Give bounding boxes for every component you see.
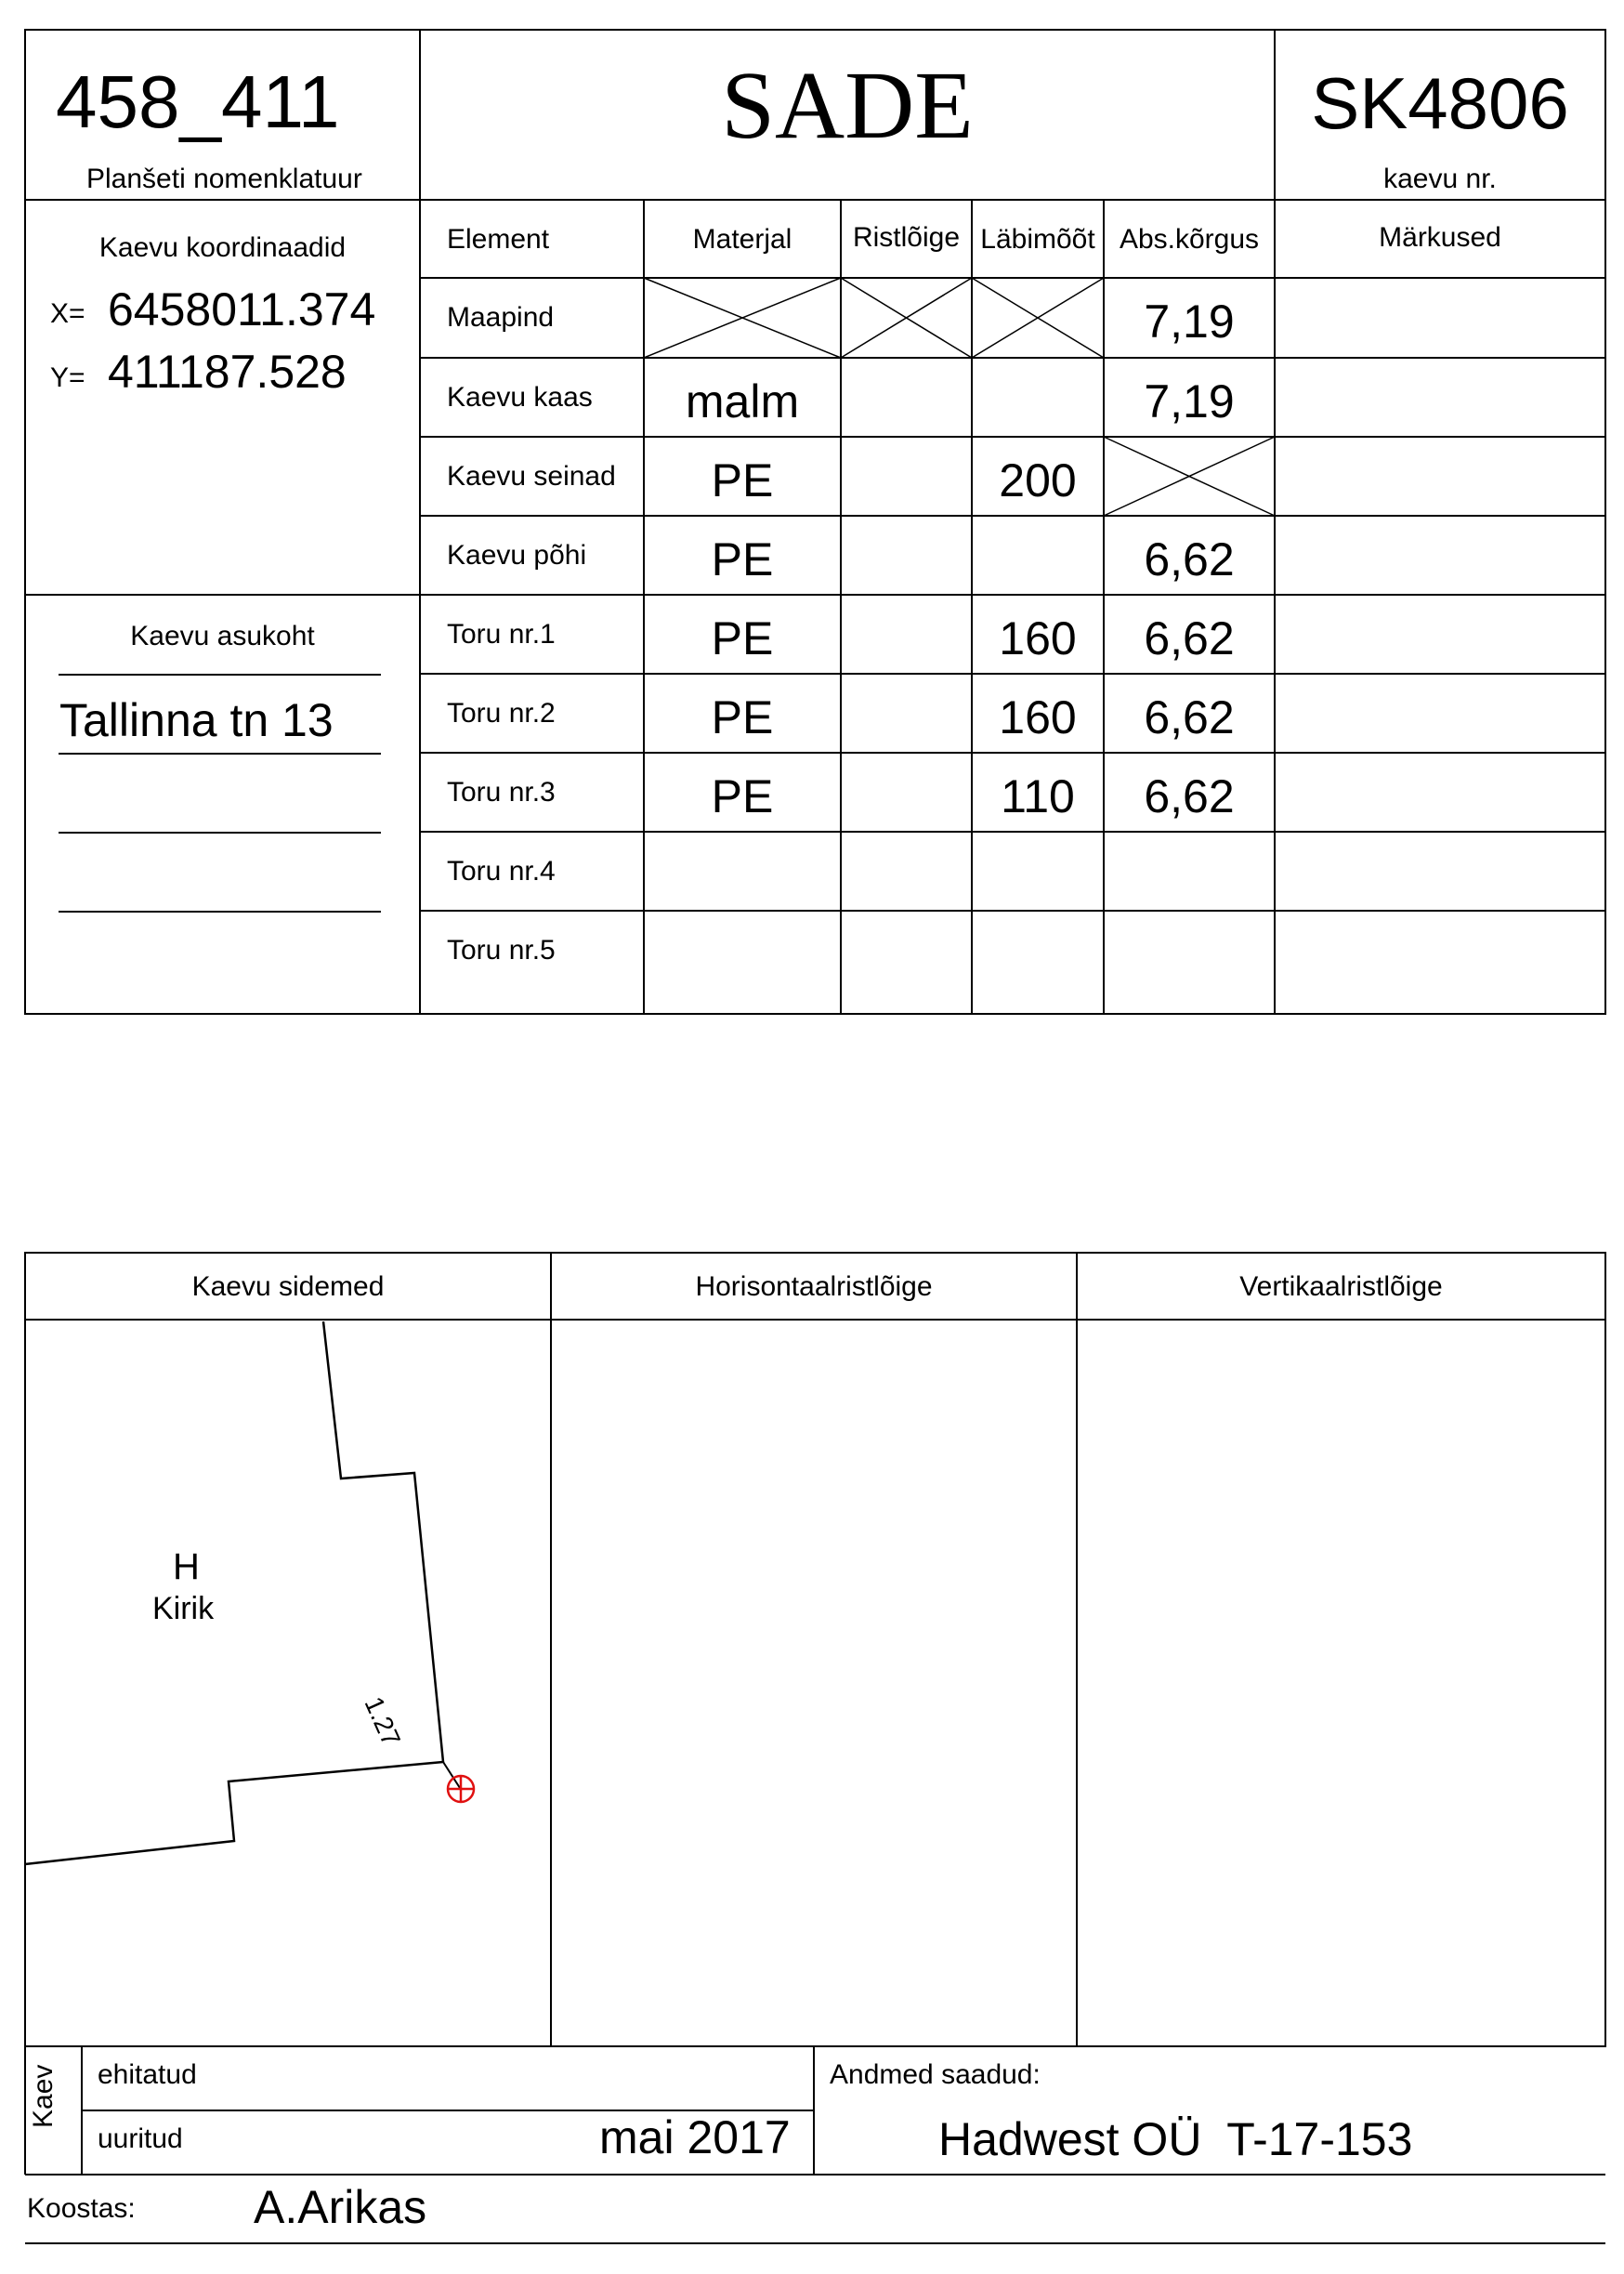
cell-diameter: 200 (999, 454, 1077, 506)
distance-tie-line (443, 1762, 460, 1788)
cell-material: malm (685, 375, 800, 427)
sketch-col-vertical: Vertikaalristlõige (1239, 1271, 1443, 1302)
sheet-nomenclature-label: Planšeti nomenklatuur (86, 164, 362, 194)
footer-side-label: Kaev (28, 2064, 59, 2128)
y-label: Y= (50, 362, 85, 393)
data-source-label: Andmed saadud: (830, 2059, 1041, 2090)
header-element: Element (447, 224, 550, 255)
cell-diameter: 160 (999, 691, 1077, 743)
data-source: Hadwest OÜ T-17-153 (938, 2113, 1413, 2165)
building-letter: H (173, 1546, 200, 1587)
well-number-label: kaevu nr. (1383, 164, 1497, 194)
built-label: ehitatud (98, 2059, 197, 2090)
well-symbol-icon (448, 1776, 474, 1802)
location-label: Kaevu asukoht (130, 621, 315, 651)
building-name: Kirik (152, 1591, 215, 1626)
cell-element: Maapind (447, 302, 555, 333)
sheet-nomenclature: 458_411 (56, 60, 340, 143)
well-number: SK4806 (1311, 62, 1569, 144)
author: A.Arikas (254, 2181, 427, 2233)
y-coordinate: 411187.528 (108, 346, 347, 398)
cell-height: 6,62 (1144, 770, 1235, 822)
cell-height: 6,62 (1144, 691, 1235, 743)
author-label: Koostas: (27, 2193, 136, 2224)
header-notes: Märkused (1379, 222, 1501, 253)
cell-height: 6,62 (1144, 612, 1235, 664)
cell-diameter: 160 (999, 612, 1077, 664)
cell-material: PE (711, 454, 774, 506)
header-material: Materjal (692, 224, 792, 255)
cell-element: Toru nr.5 (447, 935, 556, 966)
distance-label: 1.27 (359, 1692, 406, 1751)
form-title: SADE (721, 52, 974, 159)
x-label: X= (50, 298, 85, 329)
header-section: Ristlõige (852, 222, 961, 253)
cell-element: Toru nr.4 (447, 856, 556, 887)
cell-material: PE (711, 612, 774, 664)
cell-element: Toru nr.2 (447, 698, 556, 729)
coordinates-label: Kaevu koordinaadid (98, 232, 347, 263)
cell-height: 7,19 (1144, 296, 1235, 348)
sketch-col-horizontal: Horisontaalristlõige (695, 1271, 933, 1302)
sketch-col-links: Kaevu sidemed (191, 1271, 385, 1302)
header-height: Abs.kõrgus (1119, 224, 1260, 255)
surveyed-label: uuritud (98, 2123, 183, 2154)
cell-element: Toru nr.1 (447, 619, 556, 650)
cell-element: Toru nr.3 (447, 777, 556, 808)
cell-element: Kaevu seinad (447, 461, 616, 492)
building-outline (25, 1321, 443, 1864)
cell-material: PE (711, 533, 774, 585)
cell-height: 7,19 (1144, 375, 1235, 427)
cell-height: 6,62 (1144, 533, 1235, 585)
cell-material: PE (711, 770, 774, 822)
sketch-block-frame (25, 1253, 1605, 2046)
cell-element: Kaevu kaas (447, 382, 593, 413)
location-line-1: Tallinna tn 13 (59, 694, 334, 746)
header-diameter: Läbimõõt (980, 224, 1095, 255)
x-coordinate: 6458011.374 (108, 283, 376, 335)
surveyed-date: mai 2017 (599, 2111, 791, 2163)
cell-diameter: 110 (1001, 770, 1075, 822)
cell-element: Kaevu põhi (447, 540, 587, 571)
cell-material: PE (711, 691, 774, 743)
